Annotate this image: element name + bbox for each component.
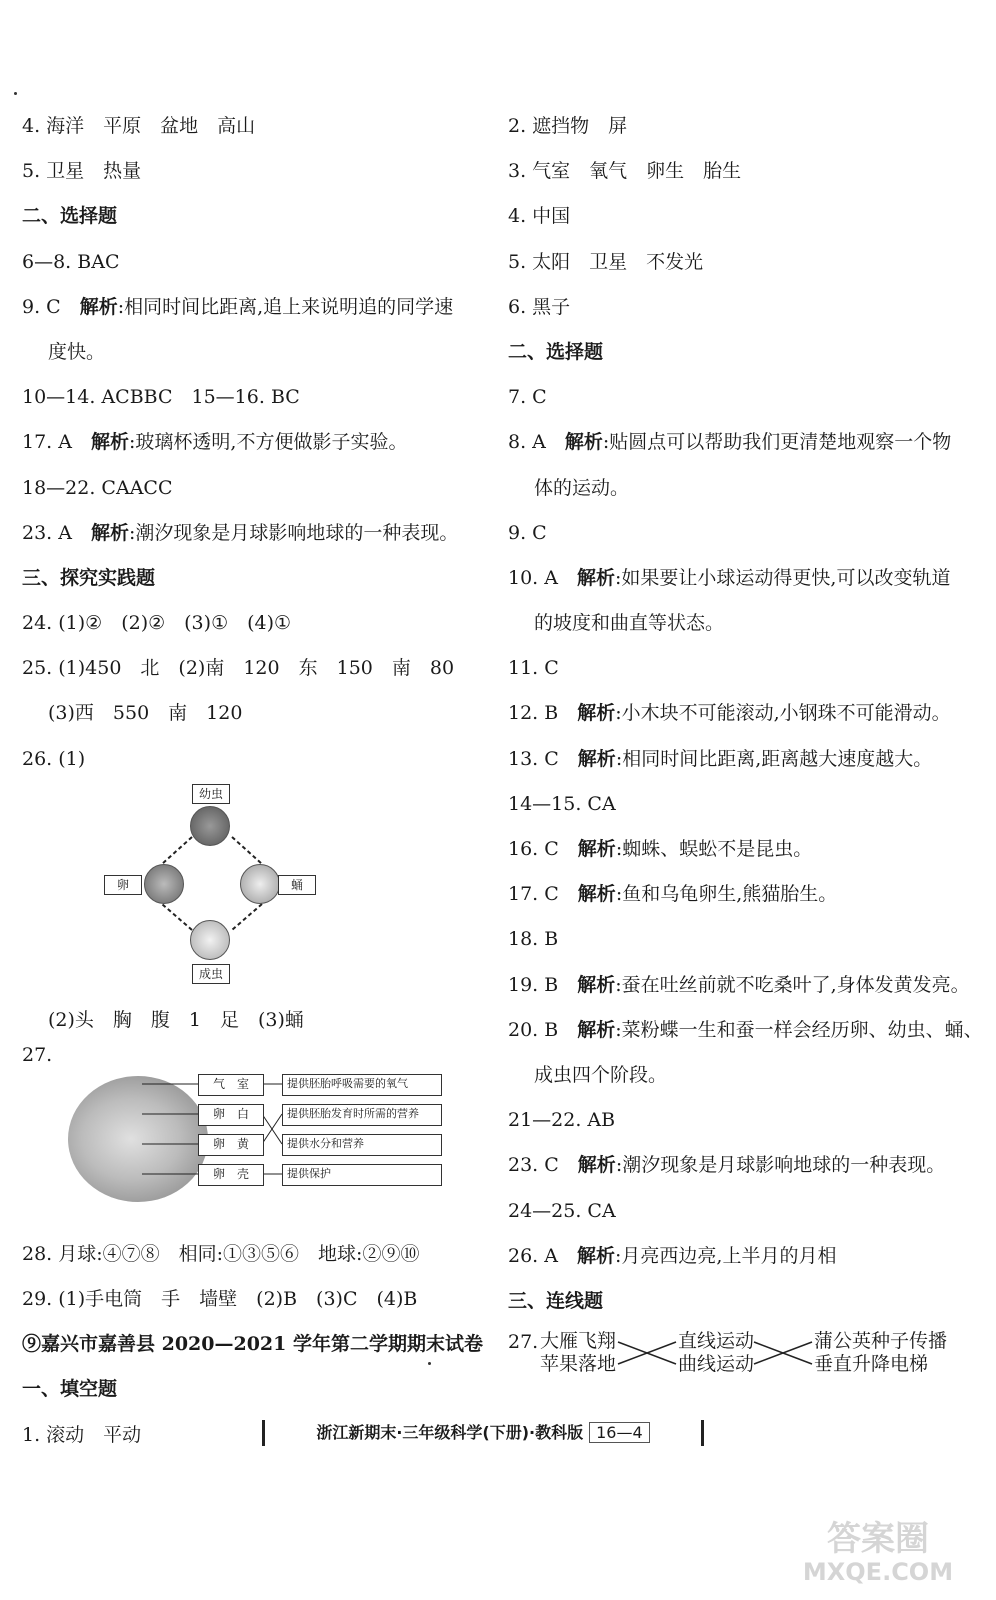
answer-line: 21—22. AB	[508, 1109, 616, 1132]
answer-line: 3. 气室 氧气 卵生 胎生	[508, 160, 742, 183]
answer-line: 26. (1)	[22, 747, 86, 770]
answer-line: 成虫四个阶段。	[534, 1063, 668, 1086]
answer-line: 17. C 解析:鱼和乌龟卵生,熊猫胎生。	[508, 883, 838, 906]
match-left-item: 大雁飞翔	[540, 1330, 617, 1353]
left-column	[22, 104, 482, 1458]
egg-function: 提供保护	[282, 1164, 442, 1186]
egg-part-albumen: 卵 白	[198, 1104, 264, 1126]
answer-line: 5. 太阳 卫星 不发光	[508, 250, 704, 273]
answer-line: 5. 卫星 热量	[22, 160, 142, 183]
answer-line: 27.	[22, 1043, 53, 1066]
answer-line: 24. (1)② (2)② (3)① (4)①	[22, 612, 292, 635]
answer-line: (3)西 550 南 120	[48, 702, 243, 725]
svg-text:答案圈: 答案圈	[827, 1519, 929, 1559]
egg-part-air-cell: 气 室	[198, 1074, 264, 1096]
answer-line: 6—8. BAC	[22, 250, 120, 273]
answer-line: 1. 滚动 平动	[22, 1423, 142, 1446]
exam-title: ⑨嘉兴市嘉善县 2020—2021 学年第二学期期末试卷	[22, 1333, 483, 1356]
watermark-graphic	[778, 1512, 978, 1586]
section-heading: 二、选择题	[22, 205, 118, 228]
section-heading: 三、探究实践题	[22, 566, 156, 589]
answer-line: 23. C 解析:潮汐现象是月球影响地球的一种表现。	[508, 1154, 946, 1177]
adult-image	[190, 920, 230, 960]
stage-label-adult: 成虫	[192, 964, 230, 984]
answer-line: 9. C	[508, 521, 547, 544]
stage-label-egg: 卵	[104, 875, 142, 895]
svg-text:MXQE.COM: MXQE.COM	[802, 1558, 954, 1586]
answer-line: 19. B 解析:蚕在吐丝前就不吃桑叶了,身体发黄发亮。	[508, 973, 970, 996]
egg-function: 提供胚胎呼吸需要的氧气	[282, 1074, 442, 1096]
answer-line: 29. (1)手电筒 手 墙壁 (2)B (3)C (4)B	[22, 1288, 418, 1310]
match-right-item: 蒲公英种子传播	[814, 1330, 948, 1353]
page-footer	[262, 1420, 704, 1446]
answer-line: 10. A 解析:如果要让小球运动得更快,可以改变轨道	[508, 566, 951, 589]
answer-line: 10—14. ACBBC 15—16. BC	[22, 386, 300, 409]
answer-line: 2. 遮挡物 屏	[508, 115, 628, 137]
match-middle-item: 直线运动	[678, 1330, 755, 1353]
egg-structure-diagram	[22, 1062, 482, 1232]
answer-line: 14—15. CA	[508, 792, 616, 815]
egg-function: 提供胚胎发育时所需的营养	[282, 1104, 442, 1126]
match-left-item: 苹果落地	[540, 1353, 617, 1376]
right-column	[508, 104, 983, 1384]
section-heading: 一、填空题	[22, 1378, 118, 1401]
answer-line: 体的运动。	[534, 476, 630, 499]
answer-line: 24—25. CA	[508, 1199, 616, 1222]
question-number: 27.	[508, 1331, 539, 1354]
speck	[14, 92, 17, 95]
egg-image	[144, 864, 184, 904]
answer-line: 6. 黑子	[508, 295, 571, 318]
answer-line: 8. A 解析:贴圆点可以帮助我们更清楚地观察一个物	[508, 431, 952, 454]
page-number: 16—4	[589, 1422, 650, 1443]
pupa-image	[240, 864, 280, 904]
egg-function: 提供水分和营养	[282, 1134, 442, 1156]
answer-line: 的坡度和曲直等状态。	[534, 612, 725, 635]
life-cycle-diagram	[22, 782, 482, 992]
egg-part-shell: 卵 壳	[198, 1164, 264, 1186]
footer-title: 浙江新期末·三年级科学(下册)·教科版	[316, 1423, 584, 1442]
answer-line: 26. A 解析:月亮西边亮,上半月的月相	[508, 1244, 837, 1267]
answer-line: 4. 中国	[508, 205, 571, 228]
answer-line: 11. C	[508, 657, 559, 680]
answer-line: 13. C 解析:相同时间比距离,距离越大速度越大。	[508, 747, 933, 770]
stage-label-larva: 幼虫	[192, 784, 230, 804]
answer-line: 28. 月球:④⑦⑧ 相同:①③⑤⑥ 地球:②⑨⑩	[22, 1242, 420, 1265]
answer-line: 25. (1)450 北 (2)南 120 东 150 南 80	[22, 657, 455, 680]
answer-line: 9. C 解析:相同时间比距离,追上来说明追的同学速	[22, 295, 454, 318]
answer-line: 23. A 解析:潮汐现象是月球影响地球的一种表现。	[22, 521, 459, 544]
answer-line: (2)头 胸 腹 1 足 (3)蛹	[48, 1008, 304, 1031]
answer-line: 20. B 解析:菜粉蝶一生和蚕一样会经历卵、幼虫、蛹、	[508, 1018, 983, 1041]
answer-line: 7. C	[508, 386, 547, 409]
answer-line: 度快。	[48, 340, 106, 363]
match-middle-item: 曲线运动	[678, 1353, 755, 1376]
answer-line: 17. A 解析:玻璃杯透明,不方便做影子实验。	[22, 431, 408, 454]
larva-image	[190, 806, 230, 846]
match-right-item: 垂直升降电梯	[814, 1353, 929, 1376]
answer-line: 18—22. CAACC	[22, 476, 173, 499]
section-heading: 三、连线题	[508, 1289, 604, 1312]
answer-line: 4. 海洋 平原 盆地 高山	[22, 115, 256, 137]
answer-line: 12. B 解析:小木块不可能滚动,小钢珠不可能滑动。	[508, 702, 951, 725]
stage-label-pupa: 蛹	[278, 875, 316, 895]
egg-part-yolk: 卵 黄	[198, 1134, 264, 1156]
answer-line: 16. C 解析:蜘蛛、蜈蚣不是昆虫。	[508, 838, 813, 860]
watermark-logo	[778, 1512, 978, 1586]
answer-line: 18. B	[508, 928, 559, 951]
section-heading: 二、选择题	[508, 340, 604, 363]
matching-diagram	[508, 1324, 968, 1384]
